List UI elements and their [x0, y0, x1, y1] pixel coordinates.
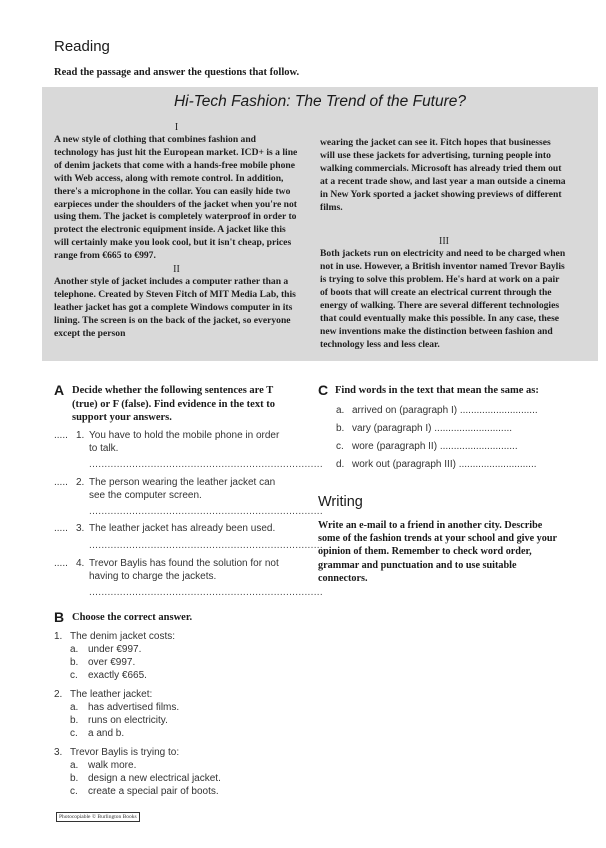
- question-number: 2.: [54, 689, 63, 700]
- option-text[interactable]: under €997.: [88, 644, 142, 655]
- passage-title: Hi-Tech Fashion: The Trend of the Future?: [173, 93, 467, 110]
- paragraph-1: A new style of clothing that combines fashion and technology has just hit the European market. ICD+ is a line of denim jackets that come with a hands-free mobile phone with Web access, along with remote control. In addition, there's a microphone in the collar. You can easily hide two earpieces under the shoulders of the jacket when you're not using them. The jacket is completely waterproof in order to protect the electronic equipment inside. A jacket like this will certainly make you look cool, but it isn't cheap, prices range from €665 to €997.: [54, 134, 298, 262]
- section-a-number: 3.: [76, 523, 85, 534]
- answer-line[interactable]: ............................................................................: [89, 587, 323, 598]
- footer-credit: Photocopiable © Burlington Books: [56, 812, 140, 822]
- answer-line[interactable]: ............................................................................: [89, 540, 323, 551]
- option-text[interactable]: has advertised films.: [88, 702, 180, 713]
- reading-heading: Reading: [54, 38, 110, 55]
- vocab-letter: a.: [336, 405, 345, 416]
- section-c-letter: C: [318, 382, 329, 398]
- option-text[interactable]: a and b.: [88, 728, 125, 739]
- writing-task: Write an e-mail to a friend in another city. Describe some of the fashion trends at your school and give your opinion of them. Remember to check word order, grammar and punctuation and to use suitable connectors.: [318, 520, 557, 584]
- vocab-item[interactable]: arrived on (paragraph I) ............................: [352, 405, 538, 416]
- question-number: 1.: [54, 631, 63, 642]
- paragraph-numeral-3: III: [439, 236, 449, 248]
- paragraph-numeral-2: II: [173, 264, 180, 276]
- option-text[interactable]: exactly €665.: [88, 670, 147, 681]
- section-b-instruction: Choose the correct answer.: [72, 612, 193, 623]
- option-text[interactable]: walk more.: [88, 760, 137, 771]
- section-c-instruction: Find words in the text that mean the same as:: [335, 385, 539, 396]
- option-text[interactable]: runs on electricity.: [88, 715, 168, 726]
- section-a-blank[interactable]: .....: [54, 523, 68, 534]
- option-letter[interactable]: a.: [70, 702, 79, 713]
- option-letter[interactable]: b.: [70, 773, 79, 784]
- section-a-statement: Trevor Baylis has found the solution for not having to charge the jackets.: [89, 558, 279, 582]
- section-a-instruction: Decide whether the following sentences are T (true) or F (false). Find evidence in the text to support your answers.: [72, 385, 275, 423]
- section-a-statement: You have to hold the mobile phone in order to talk.: [89, 430, 280, 454]
- option-letter[interactable]: c.: [70, 670, 78, 681]
- paragraph-3: Both jackets run on electricity and need to be charged when not in use. However, a British inventor named Trevor Baylis is trying to solve this problem. He's hard at work on a pair of boots that will create an electrical current through the energy of walking. There are several different technologies that could eventually make this possible. In any case, these new inventions make the distinction between fashion and technology less and less clear.: [320, 248, 566, 350]
- section-a-number: 2.: [76, 477, 85, 488]
- question-text: The denim jacket costs:: [70, 631, 176, 642]
- writing-heading: Writing: [318, 494, 363, 510]
- passage-column-left: [54, 121, 299, 341]
- vocab-item[interactable]: wore (paragraph II) ............................: [352, 441, 518, 452]
- question-number: 3.: [54, 747, 63, 758]
- vocab-letter: c.: [336, 441, 344, 452]
- option-letter[interactable]: a.: [70, 644, 79, 655]
- answer-line[interactable]: ............................................................................: [89, 459, 323, 470]
- section-a-number: 4.: [76, 558, 85, 569]
- answer-line[interactable]: ............................................................................: [89, 506, 323, 517]
- reading-instruction: Read the passage and answer the questions that follow.: [54, 67, 300, 78]
- section-a-number: 1.: [76, 430, 85, 441]
- option-text[interactable]: over €997.: [88, 657, 136, 668]
- option-letter[interactable]: c.: [70, 728, 78, 739]
- section-a-blank[interactable]: .....: [54, 477, 68, 488]
- paragraph-numeral-1: I: [174, 122, 179, 133]
- passage-box: [42, 87, 598, 361]
- question-text: The leather jacket:: [70, 689, 153, 700]
- option-text[interactable]: create a special pair of boots.: [88, 786, 219, 797]
- paragraph-2-start: Another style of jacket includes a computer rather than a telephone. Created by Steven Fitch of MIT Media Lab, this leather jacket has got a complete Windows computer in its lining. The screen is on the back of the jacket, so everyone except the person: [54, 276, 296, 339]
- section-b-letter: B: [54, 609, 65, 625]
- option-letter[interactable]: a.: [70, 760, 79, 771]
- section-a-blank[interactable]: .....: [54, 558, 68, 569]
- question-text: Trevor Baylis is trying to:: [70, 747, 180, 758]
- section-a-letter: A: [54, 382, 65, 398]
- section-a-statement: The person wearing the leather jacket can see the computer screen.: [89, 477, 276, 501]
- vocab-item[interactable]: work out (paragraph III) ............................: [352, 459, 537, 470]
- vocab-item[interactable]: vary (paragraph I) ............................: [352, 423, 513, 434]
- option-letter[interactable]: b.: [70, 657, 79, 668]
- option-text[interactable]: design a new electrical jacket.: [88, 773, 221, 784]
- paragraph-2-end: wearing the jacket can see it. Fitch hopes that businesses will use these jackets for advertising, turning people into walking commercials. Microsoft has already tried them out at a recent trade show, and last year a man outside a cinema in New York sported a jacket showing previews of different films.: [320, 137, 566, 213]
- section-a-blank[interactable]: .....: [54, 430, 68, 441]
- vocab-letter: b.: [336, 423, 345, 434]
- section-a-statement: The leather jacket has already been used.: [89, 523, 276, 534]
- option-letter[interactable]: b.: [70, 715, 79, 726]
- vocab-letter: d.: [336, 459, 345, 470]
- option-letter[interactable]: c.: [70, 786, 78, 797]
- passage-column-right: [320, 137, 568, 352]
